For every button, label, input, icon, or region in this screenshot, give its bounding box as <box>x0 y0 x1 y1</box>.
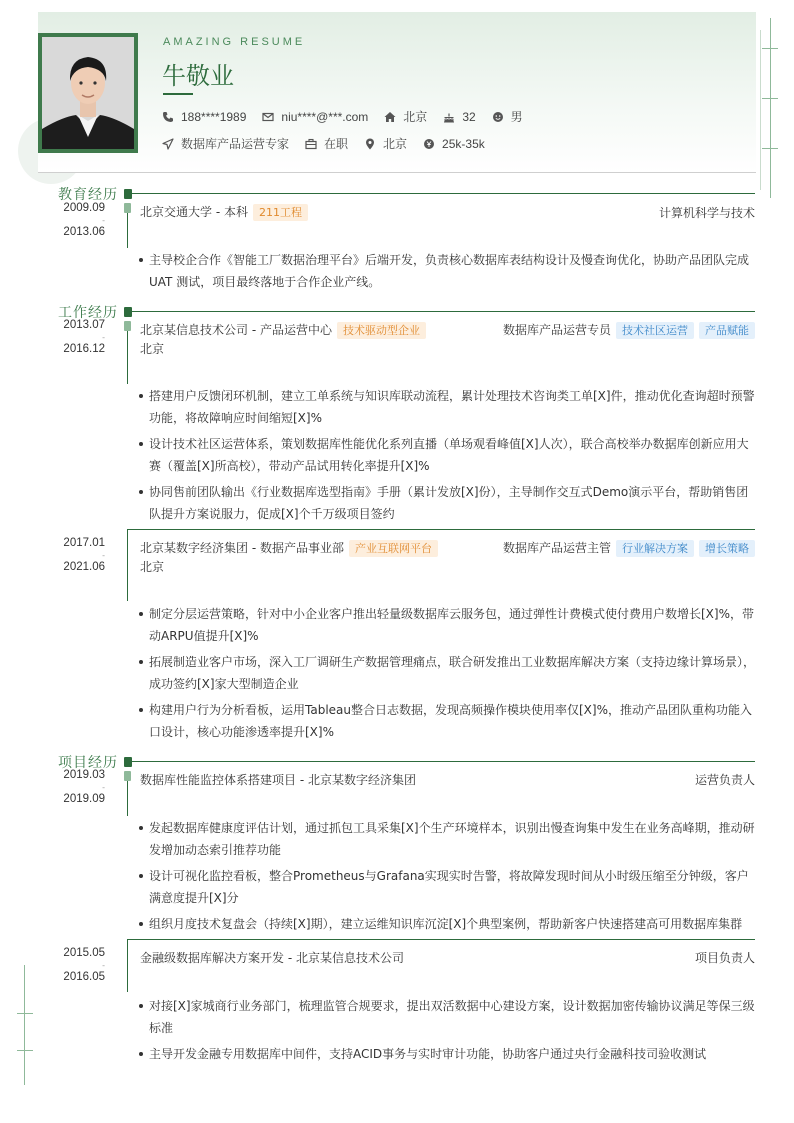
list-item: 对接[X]家城商行业务部门，梳理监管合规要求，提出双活数据中心建设方案，设计数据加密传输协议满足等保三级标准 <box>136 995 756 1039</box>
timeline-node <box>124 203 131 213</box>
money-icon <box>423 138 435 150</box>
work2-start-date: 2017.01 <box>63 537 105 549</box>
projects-section-title: 项目经历 <box>58 755 118 771</box>
status-text: 在职 <box>324 137 349 151</box>
work1-company-row <box>140 321 426 339</box>
list-item: 制定分层运营策略，针对中小企业客户推出轻量级数据库云服务包，通过弹性计费模式使付费用户数增长[X]%，带动ARPU值提升[X]% <box>136 603 756 647</box>
list-item: 主导校企合作《智能工厂数据治理平台》后端开发，负责核心数据库表结构设计及慢查询优化，协助产品团队完成UAT 测试，项目最终落地于合作企业产线。 <box>136 249 756 293</box>
work1-role: 数据库产品运营专员 <box>502 323 611 337</box>
cake-icon <box>443 111 455 123</box>
date-separator: - <box>102 783 105 792</box>
decor-tick <box>17 1013 33 1014</box>
proj1-bullets <box>136 817 756 939</box>
intent-row <box>162 135 501 152</box>
work2-tag: 产业互联网平台 <box>349 540 438 557</box>
age-text: 32 <box>462 109 476 124</box>
gender-item <box>492 108 523 125</box>
date-separator: - <box>102 216 105 225</box>
edu-school-row <box>140 203 308 221</box>
city-text: 北京 <box>403 110 428 124</box>
decor-tick <box>762 98 778 99</box>
proj1-start-date: 2019.03 <box>63 769 105 781</box>
list-item: 组织月度技术复盘会（持续[X]期），建立运维知识库沉淀[X]个典型案例，帮助新客户快速搭建高可用数据库集群 <box>136 913 756 935</box>
work1-end-date: 2016.12 <box>63 343 105 355</box>
decor-tick <box>762 48 778 49</box>
date-separator: - <box>102 551 105 560</box>
age-item <box>443 110 475 124</box>
decor-line-left <box>24 965 25 1085</box>
proj1-name: 数据库性能监控体系搭建项目 - 北京某数字经济集团 <box>140 773 416 787</box>
timeline-line <box>127 213 128 248</box>
proj2-bullets <box>136 995 756 1069</box>
projects-section-node <box>124 757 132 767</box>
work1-bullets <box>136 385 756 529</box>
list-item: 构建用户行为分析看板，运用Tableau整合日志数据，发现高频操作模块使用率仅[X]%，推动产品团队重构功能入口设计，核心功能渗透率提升[X]% <box>136 699 756 743</box>
decor-tick <box>17 1050 33 1051</box>
send-icon <box>162 138 174 150</box>
list-item: 拓展制造业客户市场，深入工厂调研生产数据管理痛点，联合研发推出工业数据库解决方案（支持边缘计算场景），成功签约[X]家大型制造企业 <box>136 651 756 695</box>
work2-role-tag: 增长策略 <box>699 540 755 557</box>
mail-icon <box>262 111 274 123</box>
edu-end-date: 2013.06 <box>63 226 105 238</box>
edu-major: 计算机科学与技术 <box>658 206 755 220</box>
decor-line-right-inner <box>760 30 761 190</box>
education-section-line <box>128 193 755 194</box>
list-item: 设计技术社区运营体系，策划数据库性能优化系列直播（单场观看峰值[X]人次），联合高校举办数据库创新应用大赛（覆盖[X]所高校），带动产品试用转化率提升[X]% <box>136 433 756 477</box>
education-section-node <box>124 189 132 199</box>
gender-text: 男 <box>510 110 523 124</box>
proj2-name: 金融级数据库解决方案开发 - 北京某信息技术公司 <box>140 951 404 965</box>
item-divider <box>127 939 755 940</box>
edu-bullets <box>136 249 756 297</box>
work1-role-tag: 技术社区运营 <box>616 322 694 339</box>
email-text: niu****@***.com <box>281 109 369 124</box>
work-section-title: 工作经历 <box>58 305 118 321</box>
work1-start-date: 2013.07 <box>63 319 105 331</box>
work2-role-row <box>503 539 755 557</box>
date-separator: - <box>102 961 105 970</box>
email-item <box>262 110 368 124</box>
timeline-line <box>127 331 128 384</box>
timeline-node <box>124 771 131 781</box>
list-item: 协同售前团队输出《行业数据库选型指南》手册（累计发放[X]份），主导制作交互式Demo演示平台，帮助销售团队提升方案说服力，促成[X]个千万级项目签约 <box>136 481 756 525</box>
edu-tag: 211工程 <box>253 204 308 221</box>
work-section-node <box>124 307 132 317</box>
list-item: 发起数据库健康度评估计划，通过抓包工具采集[X]个生产环境样本，识别出慢查询集中发生在业务高峰期，推动研发增加动态索引推荐功能 <box>136 817 756 861</box>
work2-company: 北京某数字经济集团 - 数据产品事业部 <box>140 541 344 555</box>
work-section-line <box>128 311 755 312</box>
header-divider <box>38 172 756 173</box>
decor-line-right <box>770 18 771 198</box>
city-item <box>384 108 427 125</box>
work2-end-date: 2021.06 <box>63 561 105 573</box>
work2-bullets <box>136 603 756 747</box>
proj2-role: 项目负责人 <box>694 951 755 965</box>
timeline-node <box>124 321 131 331</box>
salary-item <box>423 137 485 151</box>
home-icon <box>384 111 396 123</box>
work1-tag: 技术驱动型企业 <box>337 322 426 339</box>
work2-city: 北京 <box>140 560 165 574</box>
location-icon <box>364 138 376 150</box>
proj1-end-date: 2019.09 <box>63 793 105 805</box>
edu-start-date: 2009.09 <box>63 202 105 214</box>
projects-section-line <box>128 761 755 762</box>
proj1-role: 运营负责人 <box>694 773 755 787</box>
work1-role-row <box>503 321 755 339</box>
smile-icon <box>492 111 504 123</box>
list-item: 主导开发金融专用数据库中间件，支持ACID事务与实时审计功能，协助客户通过央行金融科技司验收测试 <box>136 1043 756 1065</box>
timeline-line <box>127 781 128 816</box>
phone-icon <box>162 111 174 123</box>
phone-text: 188****1989 <box>181 109 247 124</box>
date-separator: - <box>102 333 105 342</box>
timeline-line <box>127 939 128 992</box>
avatar <box>42 37 134 149</box>
target-role-item <box>162 135 289 152</box>
contact-row <box>162 108 539 125</box>
work2-role: 数据库产品运营主管 <box>502 541 611 555</box>
education-section-title: 教育经历 <box>58 187 118 203</box>
brand-label: AMAZING RESUME <box>163 36 306 48</box>
proj2-end-date: 2016.05 <box>63 971 105 983</box>
edu-school: 北京交通大学 - 本科 <box>140 205 248 219</box>
timeline-line <box>127 529 128 601</box>
work2-role-tag: 行业解决方案 <box>616 540 694 557</box>
status-item <box>305 135 348 152</box>
name-underline <box>163 93 193 95</box>
work1-role-tag: 产品赋能 <box>699 322 755 339</box>
salary-text: 25k-35k <box>442 136 485 151</box>
target-city-text: 北京 <box>383 137 408 151</box>
list-item: 搭建用户反馈闭环机制，建立工单系统与知识库联动流程，累计处理技术咨询类工单[X]件，推动优化查询超时预警功能，将故障响应时间缩短[X]% <box>136 385 756 429</box>
proj2-start-date: 2015.05 <box>63 947 105 959</box>
work2-company-row <box>140 539 438 557</box>
list-item: 设计可视化监控看板，整合Prometheus与Grafana实现实时告警，将故障发现时间从小时级压缩至分钟级，客户满意度提升[X]分 <box>136 865 756 909</box>
candidate-name: 牛敬业 <box>162 62 234 90</box>
work1-city: 北京 <box>140 342 165 356</box>
target-city-item <box>364 135 407 152</box>
phone-item <box>162 110 246 124</box>
work1-company: 北京某信息技术公司 - 产品运营中心 <box>140 323 332 337</box>
decor-tick <box>762 148 778 149</box>
item-divider <box>127 529 755 530</box>
briefcase-icon <box>305 138 317 150</box>
target-role-text: 数据库产品运营专家 <box>181 137 290 151</box>
